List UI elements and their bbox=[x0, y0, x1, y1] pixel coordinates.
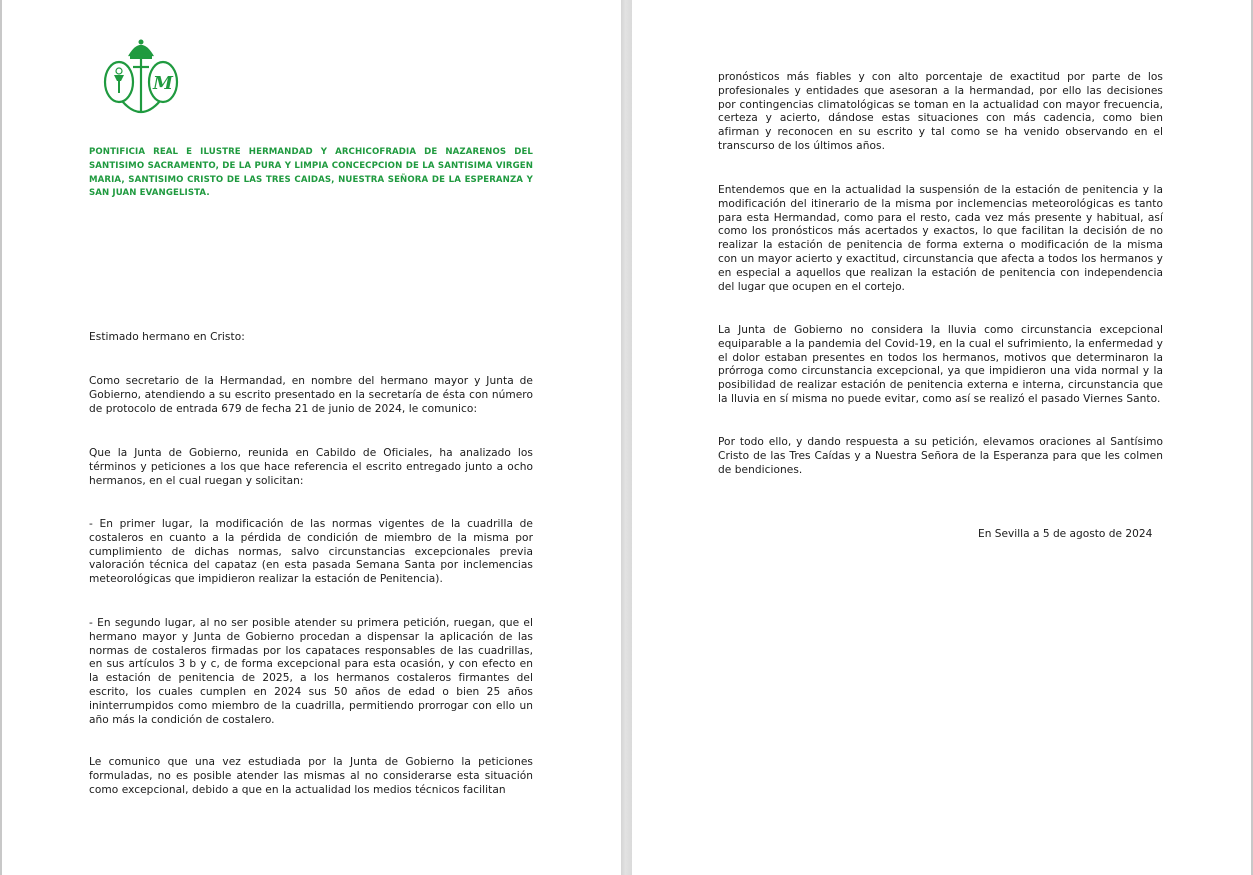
paragraph-second-request bbox=[89, 617, 533, 727]
paragraph-text: La Junta de Gobierno no considera la lluvia como circunstancia excepcional equiparable a la pandemia del Covid-19, en la cual el sufrimiento, la enfermedad y el dolor estaban presentes en todos los hermanos, motivos que determinaron la prórroga como circunstancia excepcional, ya que impidieron una vida normal y la posibilidad de realizar estación de penitencia externa e interna, circunstancia que la lluvia en sí misma no puede evitar, como así se realizó el pasado Viernes Santo. bbox=[718, 324, 1163, 405]
paragraph-forecasts bbox=[718, 71, 1163, 154]
paragraph-analysis bbox=[89, 447, 533, 488]
brotherhood-header-title: PONTIFICIA REAL E ILUSTRE HERMANDAD Y ARCHICOFRADIA DE NAZARENOS DEL SANTISIMO SACRAMENTO, DE LA PURA Y LIMPIA CONCECPCION DE LA SANTISIMA VIRGEN MARIA, SANTISIMO CRISTO DE LAS TRES CAIDAS, NUESTRA SEÑORA DE LA ESPERANZA Y SAN JUAN EVANGELISTA. bbox=[89, 147, 533, 199]
document-page-left bbox=[0, 0, 621, 875]
paragraph-intro bbox=[89, 375, 533, 416]
paragraph-text: Que la Junta de Gobierno, reunida en Cabildo de Oficiales, ha analizado los términos y peticiones a los que hace referencia el escrito entregado junto a ocho hermanos, en el cual ruegan y solicitan: bbox=[89, 447, 533, 487]
date-line: En Sevilla a 5 de agosto de 2024 bbox=[978, 528, 1153, 540]
document-page-right bbox=[632, 0, 1253, 875]
paragraph-text: - En segundo lugar, al no ser posible atender su primera petición, ruegan, que el hermano mayor y Junta de Gobierno procedan a dispensar la aplicación de las normas de costaleros firmadas por los capataces responsables de las cuadrillas, en sus artículos 3 b y c, de forma excepcional para esta ocasión, y con efecto en la estación de penitencia de 2025, a los hermanos costaleros firmantes del escrito, los cuales cumplen en 2024 sus 50 años de edad o bien 25 años ininterrumpidos como miembro de la cuadrilla, permitiendo prorrogar con ello un año más la condición de costalero. bbox=[89, 617, 533, 726]
paragraph-closing bbox=[718, 436, 1163, 477]
paragraph-text: - En primer lugar, la modificación de las normas vigentes de la cuadrilla de costaleros en cuanto a la pérdida de condición de miembro de la misma por cumplimiento de dichas normas, salvo circunstancias excepcionales previa valoración técnica del capataz (en esta pasada Semana Santa por inclemencias meteorológicas que impidieron realizar la estación de Penitencia). bbox=[89, 518, 533, 586]
paragraph-text: Como secretario de la Hermandad, en nombre del hermano mayor y Junta de Gobierno, atendiendo a su escrito presentado en la secretaría de ésta con número de protocolo de entrada 679 de fecha 21 de junio de 2024, le comunico: bbox=[89, 375, 533, 415]
paragraph-understanding bbox=[718, 184, 1163, 294]
paragraph-text: Por todo ello, y dando respuesta a su petición, elevamos oraciones al Santísimo Cristo de las Tres Caídas y a Nuestra Señora de la Esperanza para que les colmen de bendiciones. bbox=[718, 436, 1163, 476]
paragraph-text: Le comunico que una vez estudiada por la Junta de Gobierno la peticiones formuladas, no es posible atender las mismas al no considerarse esta situación como excepcional, debido a que en la actualidad los medios técnicos facilitan bbox=[89, 756, 533, 796]
paragraph-text: Entendemos que en la actualidad la suspensión de la estación de penitencia y la modificación del itinerario de la misma por inclemencias meteorológicas es tanto para esta Hermandad, como para el resto, cada vez más presente y habitual, así como los pronósticos más acertados y exactos, lo que facilitan la decisión de no realizar la estación de penitencia de forma externa o modificación de la misma con un mayor acierto y exactitud, circunstancia que afecta a todos los hermanos y en especial a aquellos que realizan la estación de penitencia con independencia del lugar que ocupen en el cortejo. bbox=[718, 184, 1163, 293]
paragraph-first-request bbox=[89, 518, 533, 587]
letter-body-left bbox=[89, 331, 533, 345]
svg-text:M: M bbox=[153, 73, 173, 94]
paragraph-covid-comparison bbox=[718, 324, 1163, 407]
paragraph-decision bbox=[89, 756, 533, 797]
paragraph-text: pronósticos más fiables y con alto porcentaje de exactitud por parte de los profesionales y entidades que asesoran a la hermandad, por ello las decisiones por contingencias climatológicas se toman en la actualidad con mayor frecuencia, certeza y acierto, dándose estas situaciones con más cadencia, como bien afirman y reconocen en su escrito y tal como se ha venido observando en el transcurso de los últimos años. bbox=[718, 71, 1163, 152]
greeting: Estimado hermano en Cristo: bbox=[89, 331, 245, 343]
brotherhood-crest-icon bbox=[102, 37, 180, 121]
page-gutter bbox=[621, 0, 632, 875]
